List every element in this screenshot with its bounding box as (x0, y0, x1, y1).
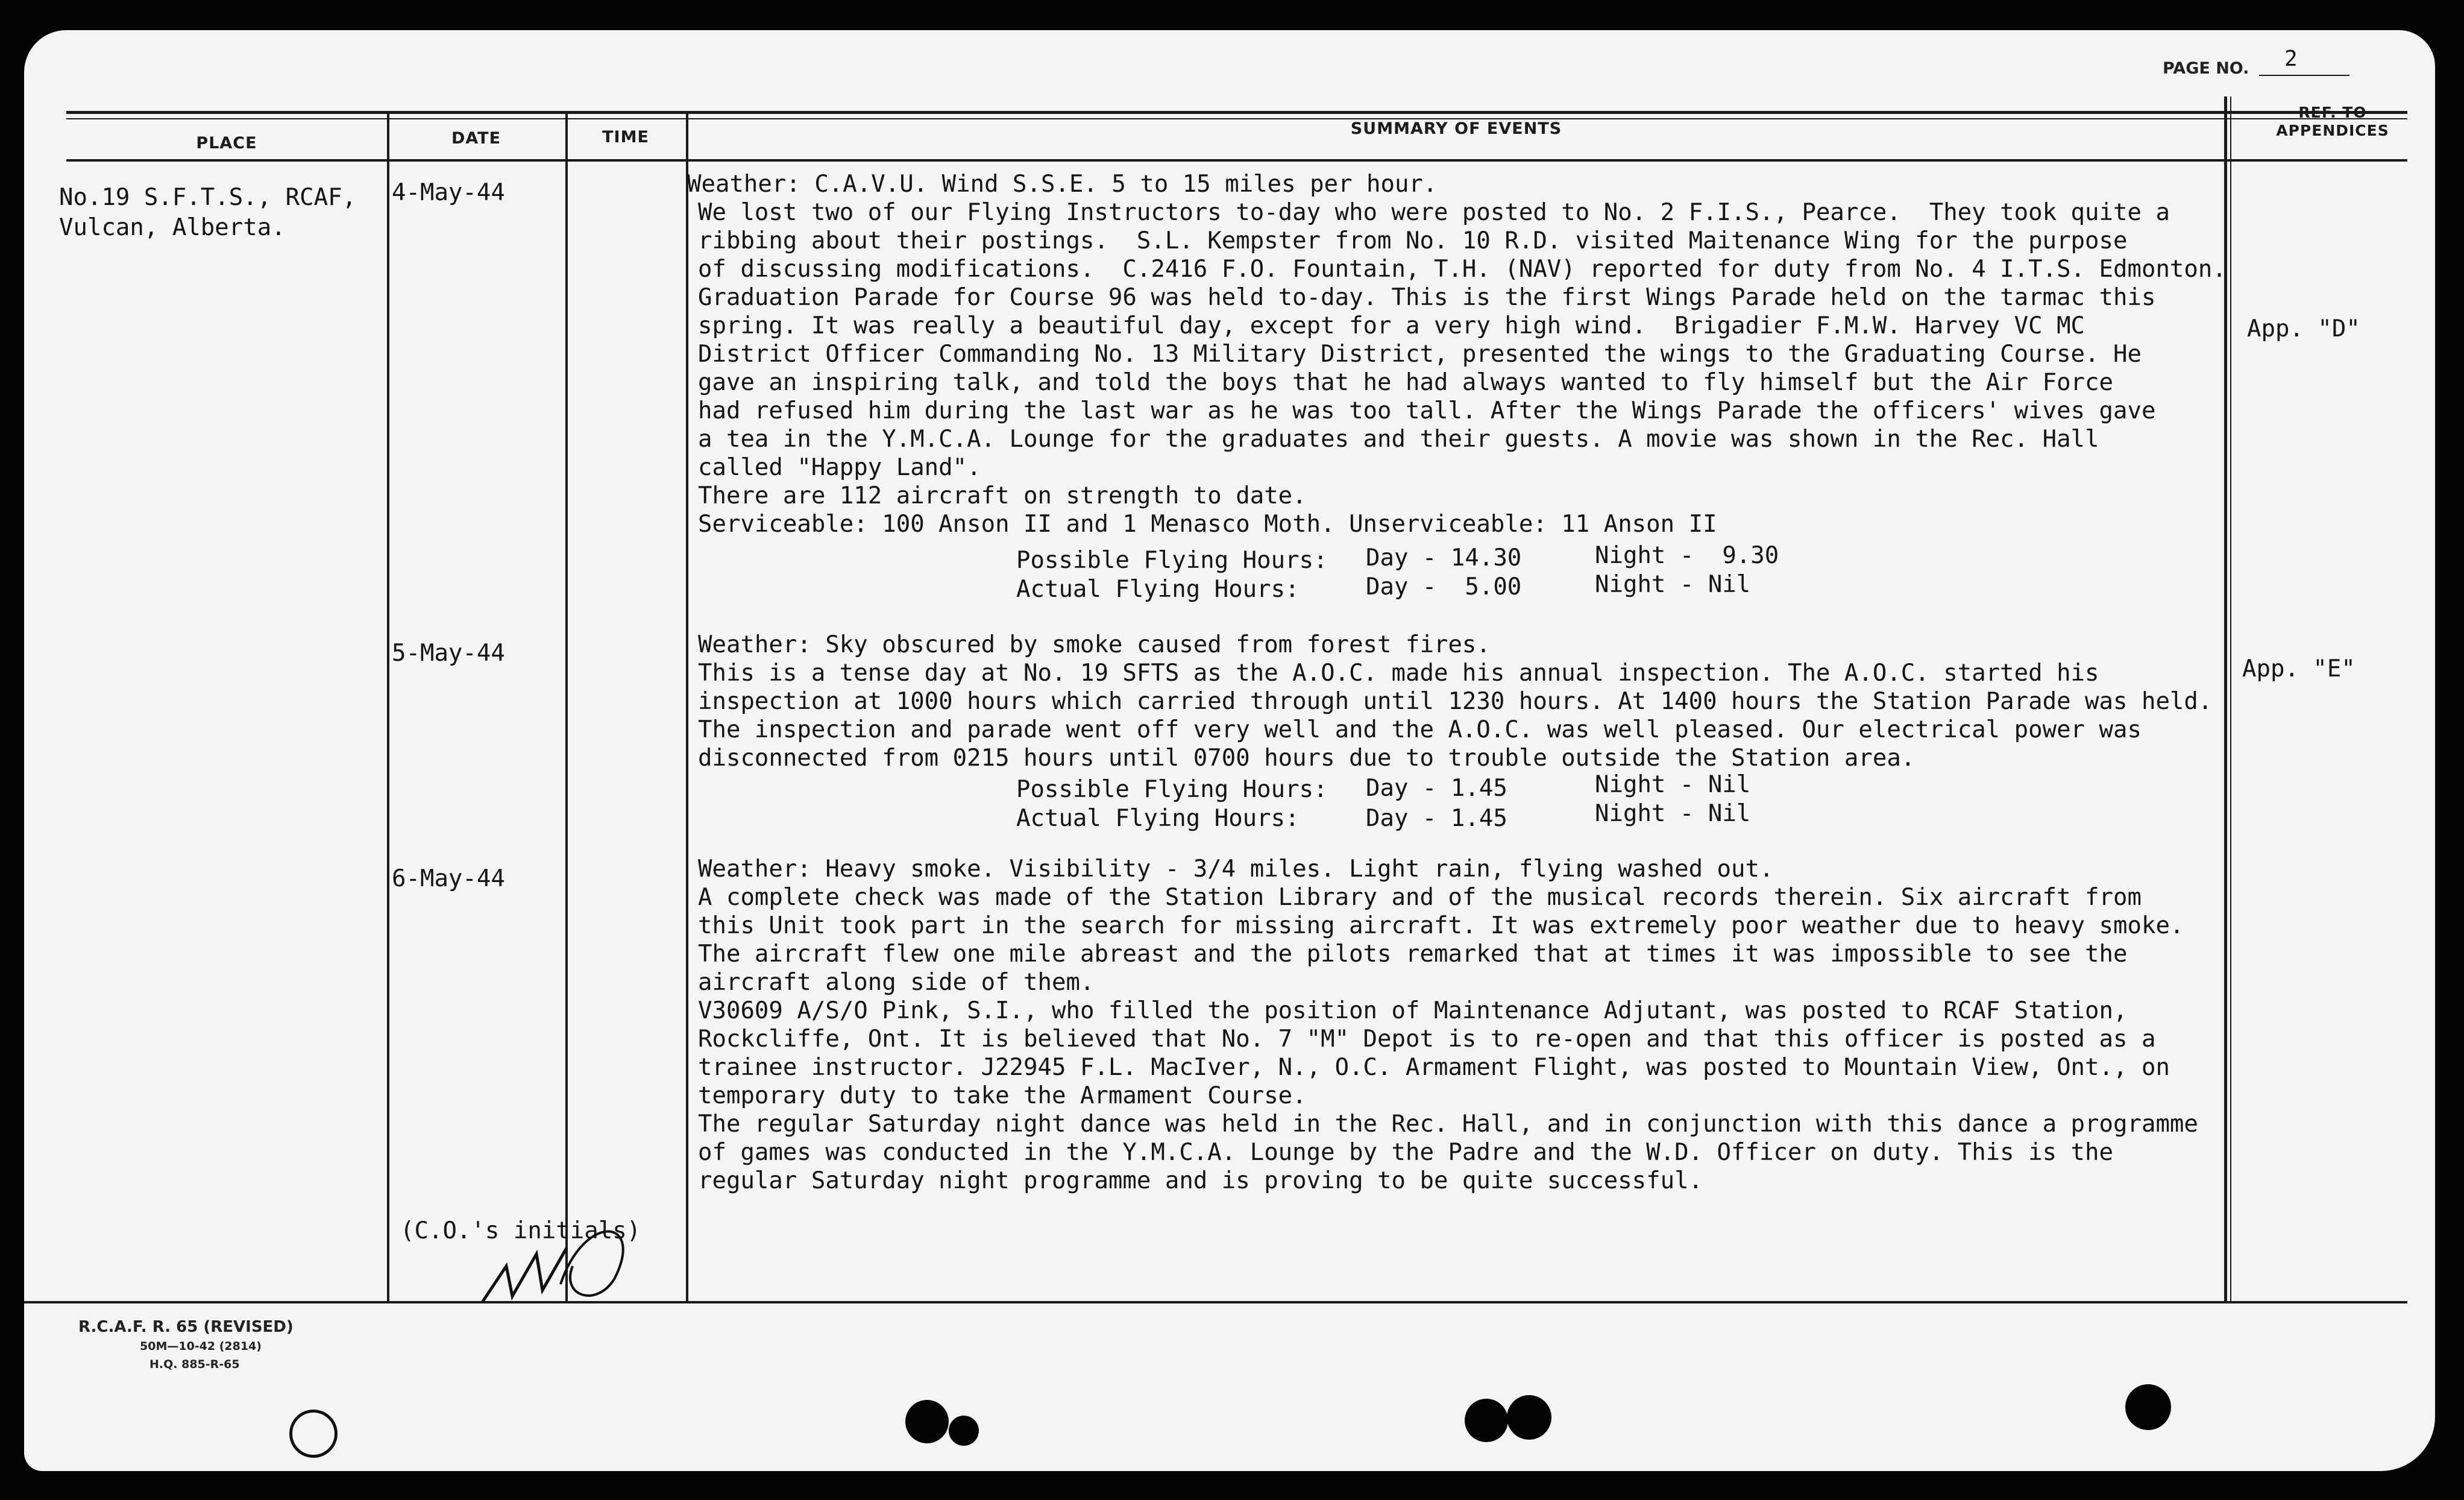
table-bottom-rule (24, 1301, 2407, 1303)
punch-hole (2125, 1384, 2171, 1430)
column-header-appendices: APPENDICES (2276, 122, 2389, 139)
place-line-1: No.19 S.F.T.S., RCAF, (59, 184, 357, 211)
summary-line: Serviceable: 100 Anson II and 1 Menasco Moth. Unserviceable: 11 Anson II (698, 511, 1717, 538)
page-number-underline (2259, 75, 2349, 76)
co-initials-label: (C.O.'s initials) (400, 1217, 641, 1244)
summary-line: spring. It was really a beautiful day, except for a very high wind. Brigadier F.M.W. Harvey VC MC (698, 312, 2085, 339)
entry-date: 4-May-44 (392, 179, 505, 206)
flying-hours-day: Day - 14.30 (1366, 544, 1522, 572)
summary-line: regular Saturday night programme and is proving to be quite successful. (698, 1167, 1703, 1194)
page-number: 2 (2284, 46, 2298, 71)
summary-line: This is a tense day at No. 19 SFTS as the A.O.C. made his annual inspection. The A.O.C. started his (698, 660, 2099, 687)
summary-line: Graduation Parade for Course 96 was held to-day. This is the first Wings Parade held on the tarmac this (698, 284, 2156, 311)
column-header-summary: SUMMARY OF EVENTS (1350, 119, 1562, 138)
summary-line: gave an inspiring talk, and told the boys that he had always wanted to fly himself but the Air Force (698, 369, 2113, 396)
flying-hours-day: Day - 1.45 (1366, 805, 1507, 832)
summary-line: We lost two of our Flying Instructors to-day who were posted to No. 2 F.I.S., Pearce. They took quite a (698, 199, 2170, 226)
flying-hours-label: Possible Flying Hours: (1016, 776, 1328, 803)
column-header-time: TIME (602, 128, 649, 147)
flying-hours-label: Actual Flying Hours: (1016, 576, 1300, 603)
summary-line: There are 112 aircraft on strength to date. (698, 482, 1307, 509)
entry-summary (698, 631, 2212, 772)
summary-line: disconnected from 0215 hours until 0700 hours due to trouble outside the Station area. (698, 745, 1916, 772)
place-line-2: Vulcan, Alberta. (59, 214, 286, 241)
summary-line: Weather: C.A.V.U. Wind S.S.E. 5 to 15 miles per hour. (687, 171, 1438, 198)
form-number: R.C.A.F. R. 65 (REVISED) (78, 1318, 294, 1336)
flying-hours-label: Possible Flying Hours: (1016, 547, 1328, 574)
summary-line: Weather: Heavy smoke. Visibility - 3/4 miles. Light rain, flying washed out. (698, 856, 1774, 883)
header-bottom-rule (66, 159, 2407, 162)
summary-line: of discussing modifications. C.2416 F.O. Fountain, T.H. (NAV) reported for duty from No. 4 I.T.S. Edmonton. (698, 256, 2227, 283)
appendix-ref: App. "E" (2242, 655, 2356, 682)
entry-summary (698, 855, 2198, 1195)
punch-ring (289, 1410, 338, 1458)
summary-line: temporary duty to take the Armament Course. (698, 1082, 1307, 1109)
summary-line: Weather: Sky obscured by smoke caused from forest fires. (698, 631, 1491, 658)
flying-hours-day: Day - 1.45 (1366, 775, 1507, 802)
flying-hours-night: Night - 9.30 (1595, 542, 1779, 569)
co-signature (470, 1194, 663, 1314)
summary-line: A complete check was made of the Station Library and of the musical records therein. Six aircraft from (698, 884, 2142, 911)
table-top-rule (66, 111, 2407, 114)
flying-hours-night: Night - Nil (1595, 771, 1751, 798)
col-divider-place (387, 113, 389, 1302)
summary-line: The regular Saturday night dance was held in the Rec. Hall, and in conjunction with this dance a programme (698, 1111, 2198, 1138)
punch-hole (1507, 1395, 1551, 1440)
column-header-place: PLACE (196, 134, 257, 153)
punch-hole (905, 1400, 949, 1443)
summary-line: inspection at 1000 hours which carried through until 1230 hours. At 1400 hours the Station Parade was held. (698, 688, 2213, 715)
flying-hours-night: Night - Nil (1595, 571, 1751, 598)
summary-line: a tea in the Y.M.C.A. Lounge for the graduates and their guests. A movie was shown in the Rec. Hall (698, 426, 2099, 453)
summary-line: ribbing about their postings. S.L. Kempster from No. 10 R.D. visited Maitenance Wing for the purpose (698, 227, 2128, 254)
summary-line: The aircraft flew one mile abreast and the pilots remarked that at times it was impossible to see the (698, 941, 2128, 968)
summary-line: The inspection and parade went off very well and the A.O.C. was well pleased. Our electrical power was (698, 716, 2142, 743)
punch-hole (949, 1416, 979, 1446)
summary-line: trainee instructor. J22945 F.L. MacIver, N., O.C. Armament Flight, was posted to Mountain View, Ont., on (698, 1054, 2170, 1081)
punch-hole (1465, 1399, 1508, 1442)
col-divider-date (565, 113, 568, 1302)
flying-hours-night: Night - Nil (1595, 800, 1751, 827)
column-header-ref: REF. TO (2298, 104, 2367, 121)
entry-date: 5-May-44 (392, 640, 505, 667)
summary-line: had refused him during the last war as he was too tall. After the Wings Parade the officers' wives gave (698, 397, 2156, 424)
column-header-date: DATE (451, 129, 501, 148)
flying-hours-label: Actual Flying Hours: (1016, 805, 1300, 832)
form-hq-reference: H.Q. 885-R-65 (149, 1358, 240, 1371)
form-print-run: 50M—10-42 (2814) (140, 1340, 262, 1353)
flying-hours-day: Day - 5.00 (1366, 573, 1522, 600)
summary-line: District Officer Commanding No. 13 Military District, presented the wings to the Graduating Course. He (698, 341, 2142, 368)
page-number-label: PAGE NO. (2163, 59, 2249, 78)
appendix-ref: App. "D" (2247, 315, 2360, 342)
entry-summary (687, 170, 2227, 538)
summary-line: V30609 A/S/O Pink, S.I., who filled the position of Maintenance Adjutant, was posted to RCAF Station, (698, 997, 2128, 1024)
summary-line: called "Happy Land". (698, 454, 981, 481)
summary-line: this Unit took part in the search for missing aircraft. It was extremely poor weather due to heavy smoke. (698, 912, 2184, 939)
summary-line: Rockcliffe, Ont. It is believed that No. 7 "M" Depot is to re-open and that this officer is posted as a (698, 1026, 2156, 1053)
summary-line: of games was conducted in the Y.M.C.A. Lounge by the Padre and the W.D. Officer on duty. This is the (698, 1139, 2113, 1166)
entry-date: 6-May-44 (392, 865, 505, 892)
col-divider-summary-inner (2230, 96, 2231, 1302)
summary-line: aircraft along side of them. (698, 969, 1095, 996)
